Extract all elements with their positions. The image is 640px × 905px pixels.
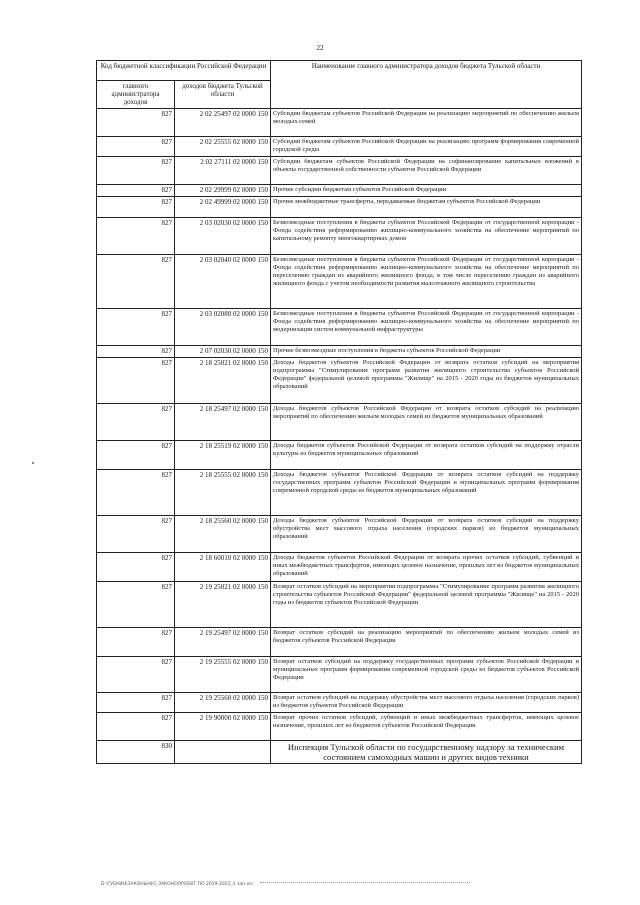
- table-row: [97, 628, 582, 657]
- income-description: Возврат остатков субсидий на реализацию мероприятий по обеспечению жильем молодых семей из бюджетов субъектов Российской Федерации: [271, 628, 582, 657]
- table-row: [97, 657, 582, 693]
- income-code: 2 03 02030 02 0000 150: [175, 218, 271, 255]
- income-description: Безвозмездные поступления в бюджеты субъектов Российской Федерации от государственной корпорации - Фонда содействия реформированию жилищно-коммунального хозяйства на обеспечение мероприятий по модернизации систем коммунальной инфраструктуры: [271, 309, 582, 346]
- table-row: [97, 137, 582, 157]
- admin-code: 827: [97, 553, 175, 582]
- final-admin-code: 830: [97, 741, 175, 764]
- income-description: Возврат остатков субсидий на мероприятия подпрограммы "Стимулирование программ развития жилищного строительства субъектов Российской Федерации" федеральной целевой программы "Жилище" на 2015 - 2020 годы из бюджетов субъектов Российской Федерации: [271, 582, 582, 628]
- income-description: Прочие безвозмездные поступления в бюджеты субъектов Российской Федерации: [271, 346, 582, 358]
- income-description: Возврат остатков субсидий на поддержку обустройства мест массового отдыха населения (городских парков) из бюджетов субъектов Российской Федерации: [271, 693, 582, 713]
- income-description: Доходы бюджетов субъектов Российской Федерации от возврата остатков субсидий на реализацию мероприятий по обеспечению жильем молодых семей из бюджетов муниципальных образований: [271, 404, 582, 441]
- income-code: 2 18 60010 02 0000 150: [175, 553, 271, 582]
- admin-code: 827: [97, 157, 175, 185]
- footer-divider: [260, 882, 470, 883]
- name-column-header: Наименование главного администратора доходов бюджета Тульской области: [271, 61, 582, 109]
- admin-code: 827: [97, 693, 175, 713]
- budget-table: [96, 60, 582, 764]
- admin-code: 827: [97, 309, 175, 346]
- table-row: [97, 404, 582, 441]
- income-code: 2 19 25560 02 0000 150: [175, 693, 271, 713]
- admin-code: 827: [97, 713, 175, 741]
- income-description: Доходы бюджетов субъектов Российской Федерации от возврата прочих остатков субсидий, субвенций и иных межбюджетных трансфертов, имеющих целевое назначение, прошлых лет из бюджетов муниципальных образований: [271, 553, 582, 582]
- income-code: 2 19 25497 02 0000 150: [175, 628, 271, 657]
- final-admin-name: Инспекция Тульской области по государственному надзору за техническим состоянием самоходных машин и других видов техники: [271, 741, 582, 764]
- code-group-header: Код бюджетной классификации Российской Федерации: [97, 61, 271, 81]
- income-code: 2 18 25519 02 0000 150: [175, 441, 271, 470]
- admin-code: 827: [97, 516, 175, 553]
- income-code: 2 18 25560 02 0000 150: [175, 516, 271, 553]
- income-description: Доходы бюджетов субъектов Российской Федерации от возврата остатков субсидий на поддержку обустройства мест массового отдыха населения (городских парков) из бюджетов муниципальных образований: [271, 516, 582, 553]
- table-row: [97, 157, 582, 185]
- income-code: 2 03 02040 02 0000 150: [175, 255, 271, 309]
- income-description: Возврат прочих остатков субсидий, субвенций и иных межбюджетных трансфертов, имеющих целевое назначение, прошлых лет из бюджетов субъектов Российской Федерации: [271, 713, 582, 741]
- table-row: [97, 713, 582, 741]
- table-row: [97, 309, 582, 346]
- footer-file-path: D:\ГУБКИН\ЗАКОНЫ\ФЗ_ЗАКОНОПРОЕКТ ПО 2019-2021_1 зап.xls: [101, 882, 253, 887]
- final-income-code: [175, 741, 271, 764]
- table-row: [97, 582, 582, 628]
- income-description: Доходы бюджетов субъектов Российской Федерации от возврата остатков субсидий на мероприятия подпрограммы "Стимулирование программ развития жилищного строительства субъектов Российской Федерации" федеральной целевой программы "Жилище" на 2015 - 2020 годы из бюджетов муниципальных образований: [271, 358, 582, 404]
- table-row: [97, 358, 582, 404]
- table-row-final: [97, 741, 582, 764]
- table-row: [97, 346, 582, 358]
- admin-code: 827: [97, 657, 175, 693]
- admin-code: 827: [97, 404, 175, 441]
- income-code: 2 18 25021 02 0000 150: [175, 358, 271, 404]
- page-number: 22: [316, 44, 324, 52]
- admin-code: 827: [97, 137, 175, 157]
- admin-code: 827: [97, 109, 175, 137]
- income-code: 2 07 02030 02 0000 150: [175, 346, 271, 358]
- income-description: Возврат остатков субсидий на поддержку государственных программ субъектов Российской Федерации и муниципальных программ формирования современной городской среды из бюджетов субъектов Российской Федерации: [271, 657, 582, 693]
- admin-code: 827: [97, 470, 175, 516]
- table-row: [97, 109, 582, 137]
- table-row: [97, 441, 582, 470]
- admin-code: 827: [97, 346, 175, 358]
- admin-code: 827: [97, 185, 175, 197]
- admin-code: 827: [97, 441, 175, 470]
- table-row: [97, 255, 582, 309]
- income-description: Субсидии бюджетам субъектов Российской Федерации на реализацию программ формирования современной городской среды: [271, 137, 582, 157]
- table-row: [97, 553, 582, 582]
- table-row: [97, 693, 582, 713]
- income-code: 2 03 02080 02 0000 150: [175, 309, 271, 346]
- table-row: [97, 470, 582, 516]
- admin-column-header: главного администратора доходов: [97, 81, 175, 109]
- header-row-top: [97, 61, 582, 81]
- admin-code: 827: [97, 358, 175, 404]
- table-row: [97, 516, 582, 553]
- income-code: 2 02 49999 02 0000 150: [175, 197, 271, 218]
- admin-code: 827: [97, 582, 175, 628]
- income-description: Прочие субсидии бюджетам субъектов Российской Федерации: [271, 185, 582, 197]
- income-description: Доходы бюджетов субъектов Российской Федерации от возврата остатков субсидий на поддержку государственных программ субъектов Российской Федерации и муниципальных программ формирования современной городской среды из бюджетов муниципальных образований: [271, 470, 582, 516]
- scan-speck: [32, 462, 34, 464]
- income-description: Прочие межбюджетные трансферты, передаваемые бюджетам субъектов Российской Федерации: [271, 197, 582, 218]
- table-body: [97, 109, 582, 741]
- income-description: Безвозмездные поступления в бюджеты субъектов Российской Федерации от государственной корпорации - Фонда содействия реформированию жилищно-коммунального хозяйства на обеспечение мероприятий по капитальному ремонту многоквартирных домов: [271, 218, 582, 255]
- income-description: Доходы бюджетов субъектов Российской Федерации от возврата остатков субсидий на поддержку отрасли культуры из бюджетов муниципальных образований: [271, 441, 582, 470]
- admin-code: 827: [97, 628, 175, 657]
- table-row: [97, 185, 582, 197]
- income-description: Субсидии бюджетам субъектов Российской Федерации на реализацию мероприятий по обеспечению жильем молодых семей: [271, 109, 582, 137]
- income-description: Безвозмездные поступления в бюджеты субъектов Российской Федерации от государственной корпорации - Фонда содействия реформированию жилищно-коммунального хозяйства на обеспечение мероприятий по переселению граждан из аварийного жилищного фонда, в том числе переселению граждан из аварийного жилищного фонда с учетом необходимости развития малоэтажного жилищного строительства: [271, 255, 582, 309]
- admin-code: 827: [97, 218, 175, 255]
- income-code: 2 02 27111 02 0000 150: [175, 157, 271, 185]
- income-code: 2 02 25497 02 0000 150: [175, 109, 271, 137]
- income-code: 2 18 25555 02 0000 150: [175, 470, 271, 516]
- income-description: Субсидии бюджетам субъектов Российской Федерации на софинансирование капитальных вложений в объекты государственной собственности субъектов Российской Федерации: [271, 157, 582, 185]
- income-code: 2 02 29999 02 0000 150: [175, 185, 271, 197]
- table-row: [97, 218, 582, 255]
- admin-code: 827: [97, 197, 175, 218]
- admin-code: 827: [97, 255, 175, 309]
- table-row: [97, 197, 582, 218]
- income-column-header: доходов бюджета Тульской области: [175, 81, 271, 109]
- income-code: 2 02 25555 02 0000 150: [175, 137, 271, 157]
- income-code: 2 18 25497 02 0000 150: [175, 404, 271, 441]
- income-code: 2 19 25021 02 0000 150: [175, 582, 271, 628]
- income-code: 2 19 25555 02 0000 150: [175, 657, 271, 693]
- income-code: 2 19 90000 02 0000 150: [175, 713, 271, 741]
